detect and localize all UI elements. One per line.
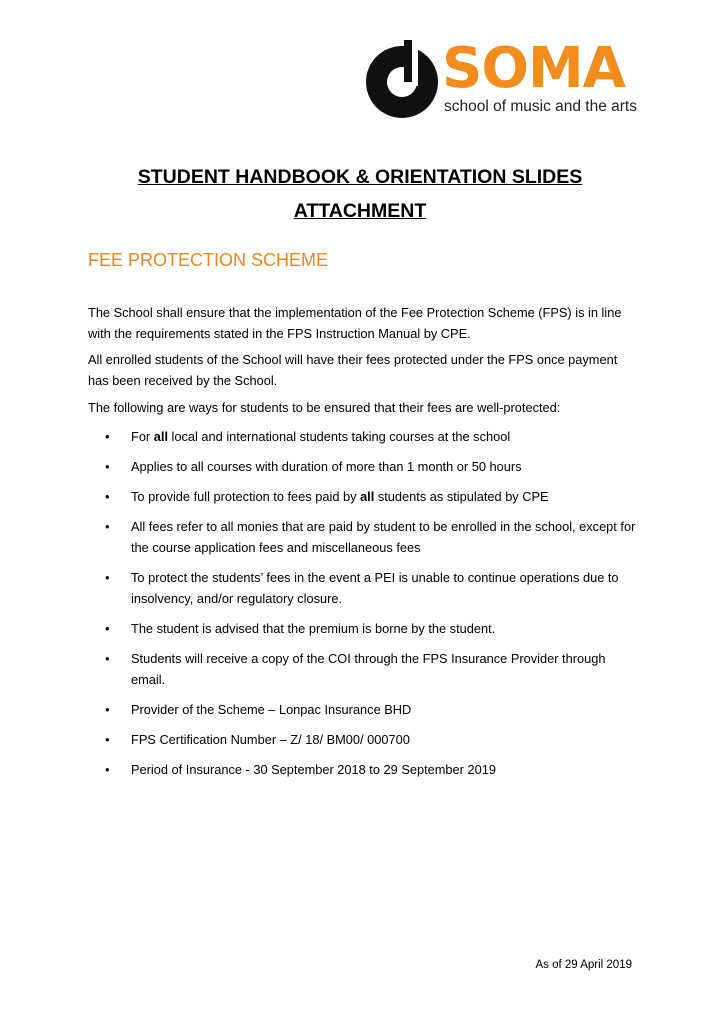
paragraph-implementation: The School shall ensure that the implementation of the Fee Protection Scheme (FPS) is in line with the requirements stated in the FPS Instruction Manual by CPE. xyxy=(88,305,622,341)
section-heading: FEE PROTECTION SCHEME xyxy=(88,250,329,270)
title-line-1: STUDENT HANDBOOK & ORIENTATION SLIDES xyxy=(137,166,583,188)
paragraph-enrolled: All enrolled students of the School will have their fees protected under the FPS once payment has been received by the School. xyxy=(88,352,618,388)
bullet-icon: • xyxy=(105,429,110,444)
list-item xyxy=(88,516,636,558)
list-item-text: students as stipulated by CPE xyxy=(374,489,549,504)
list-item-text: local and international students taking courses at the school xyxy=(168,429,511,444)
list-item xyxy=(88,618,636,639)
bullet-list xyxy=(88,426,636,789)
date-footer: As of 29 April 2019 xyxy=(535,959,632,971)
logo-wordmark: SOMA xyxy=(442,36,626,101)
list-item-text: Students will receive a copy of the COI through the FPS Insurance Provider through email. xyxy=(131,651,606,687)
list-item-text: For xyxy=(131,429,154,444)
bullet-icon: • xyxy=(105,732,110,747)
bullet-icon: • xyxy=(105,702,110,717)
list-item-text: Applies to all courses with duration of more than 1 month or 50 hours xyxy=(131,459,522,474)
list-item-text: The student is advised that the premium is borne by the student. xyxy=(131,621,496,636)
soma-logo xyxy=(364,36,637,120)
bullet-icon: • xyxy=(105,651,110,666)
bullet-icon: • xyxy=(105,489,110,504)
title-line-2: ATTACHMENT xyxy=(293,200,427,222)
bullet-icon: • xyxy=(105,519,110,534)
list-item xyxy=(88,567,636,609)
list-item-emphasis: all xyxy=(153,429,168,444)
bullet-icon: • xyxy=(105,762,110,777)
list-item xyxy=(88,729,636,750)
list-item xyxy=(88,648,636,690)
list-item xyxy=(88,699,636,720)
paragraph-ways: The following are ways for students to be ensured that their fees are well-protected: xyxy=(88,400,561,415)
list-item xyxy=(88,759,636,780)
bullet-icon: • xyxy=(105,621,110,636)
list-item xyxy=(88,426,636,447)
list-item-text: To provide full protection to fees paid by xyxy=(131,489,361,504)
bullet-icon: • xyxy=(105,570,110,585)
list-item-text: All fees refer to all monies that are paid by student to be enrolled in the school, except for the course application fees and miscellaneous fees xyxy=(131,519,636,555)
music-note-icon xyxy=(364,40,440,120)
list-item xyxy=(88,456,636,477)
list-item-text: To protect the students’ fees in the event a PEI is unable to continue operations due to insolvency, and/or regulatory closure. xyxy=(131,570,619,606)
logo-tagline: school of music and the arts xyxy=(444,98,637,115)
list-item xyxy=(88,486,636,507)
page-title xyxy=(0,160,720,228)
list-item-text: Provider of the Scheme – Lonpac Insurance BHD xyxy=(131,702,412,717)
list-item-emphasis: all xyxy=(360,489,375,504)
list-item-text: FPS Certification Number – Z/ 18/ BM00/ 000700 xyxy=(131,732,410,747)
list-item-text: Period of Insurance - 30 September 2018 to 29 September 2019 xyxy=(131,762,496,777)
bullet-icon: • xyxy=(105,459,110,474)
